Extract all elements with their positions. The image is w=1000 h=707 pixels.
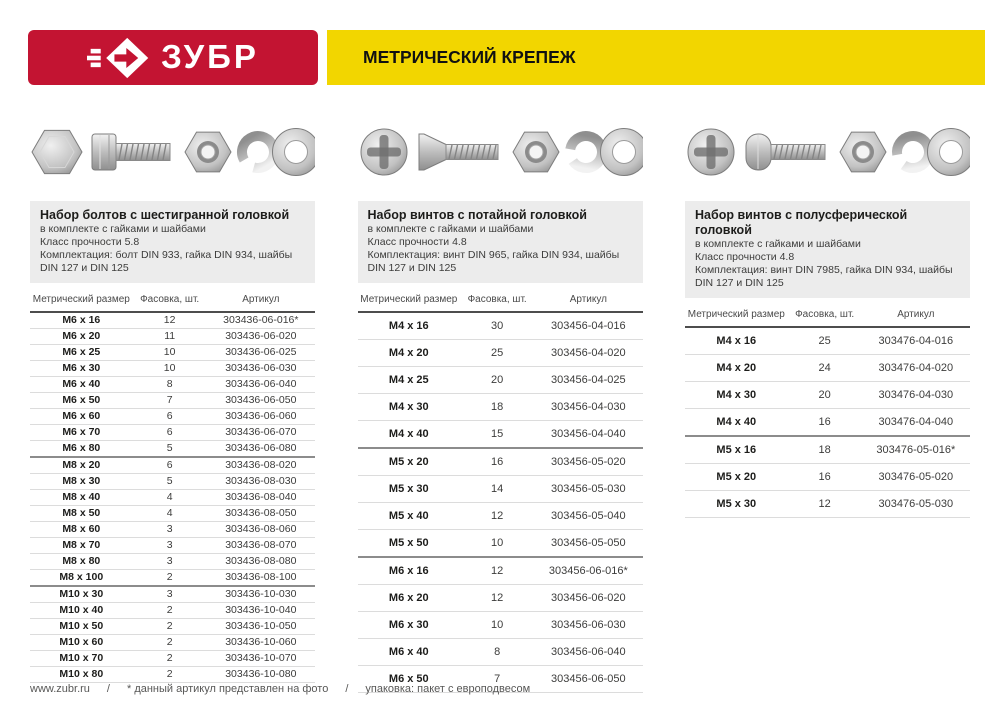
section-countersunk-screws <box>358 85 643 693</box>
table-row: M4 x 16 30 303456-04-016 <box>358 312 643 340</box>
table-row: M5 x 16 18 303476-05-016* <box>685 436 970 464</box>
table-row: M6 x 70 6 303436-06-070 <box>30 425 315 441</box>
table-row: M5 x 20 16 303476-05-020 <box>685 464 970 491</box>
table-row: M10 x 60 2 303436-10-060 <box>30 635 315 651</box>
footer-separator: / <box>106 683 110 695</box>
table-row: M8 x 30 5 303436-08-030 <box>30 474 315 490</box>
table-row: M6 x 30 10 303436-06-030 <box>30 361 315 377</box>
table-header-row <box>358 287 643 312</box>
section-hex-bolts <box>30 85 315 693</box>
hex-bolts-table <box>30 287 315 683</box>
table-row: M4 x 25 20 303456-04-025 <box>358 367 643 394</box>
col-qty: Фасовка, шт. <box>788 302 862 327</box>
section-header <box>30 201 315 283</box>
table-row: M4 x 30 18 303456-04-030 <box>358 394 643 421</box>
col-sku: Артикул <box>862 302 970 327</box>
table-row: M10 x 70 2 303436-10-070 <box>30 651 315 667</box>
site-url[interactable]: www.zubr.ru <box>30 683 90 695</box>
table-row: M6 x 40 8 303456-06-040 <box>358 639 643 666</box>
table-row: M6 x 50 7 303456-06-050 <box>358 666 643 693</box>
kit-contents: Комплектация: винт DIN 965, гайка DIN 934, шайбы DIN 127 и DIN 125 <box>367 249 620 274</box>
table-row: M4 x 16 25 303476-04-016 <box>685 327 970 355</box>
table-row: M6 x 16 12 303456-06-016* <box>358 557 643 585</box>
kit-contents: Комплектация: винт DIN 7985, гайка DIN 934, шайбы DIN 127 и DIN 125 <box>695 264 953 289</box>
table-row: M4 x 40 15 303456-04-040 <box>358 421 643 449</box>
col-sku: Артикул <box>534 287 642 312</box>
page-footer <box>30 683 530 695</box>
table-row: M6 x 80 5 303436-06-080 <box>30 441 315 458</box>
table-row: M6 x 50 7 303436-06-050 <box>30 393 315 409</box>
zubr-arrow-icon <box>87 36 151 80</box>
table-row: M6 x 60 6 303436-06-060 <box>30 409 315 425</box>
table-row: M6 x 40 8 303436-06-040 <box>30 377 315 393</box>
section-header <box>685 201 970 298</box>
table-row: M6 x 16 12 303436-06-016* <box>30 312 315 329</box>
strength-class: Класс прочности 4.8 <box>367 236 467 248</box>
strength-class: Класс прочности 4.8 <box>695 251 795 263</box>
section-subtitle: в комплекте с гайками и шайбами <box>40 223 206 235</box>
table-row: M6 x 20 12 303456-06-020 <box>358 585 643 612</box>
table-row: M6 x 25 10 303436-06-025 <box>30 345 315 361</box>
table-row: M8 x 40 4 303436-08-040 <box>30 490 315 506</box>
table-row: M8 x 80 3 303436-08-080 <box>30 554 315 570</box>
pan-head-screws-table <box>685 302 970 518</box>
table-header-row <box>30 287 315 312</box>
table-row: M4 x 20 24 303476-04-020 <box>685 355 970 382</box>
section-pan-head-screws <box>685 85 970 693</box>
table-row: M6 x 20 11 303436-06-020 <box>30 329 315 345</box>
table-row: M5 x 50 10 303456-05-050 <box>358 530 643 558</box>
table-row: M10 x 80 2 303436-10-080 <box>30 667 315 683</box>
table-row: M5 x 30 14 303456-05-030 <box>358 476 643 503</box>
table-row: M4 x 20 25 303456-04-020 <box>358 340 643 367</box>
table-row: M4 x 30 20 303476-04-030 <box>685 382 970 409</box>
catalog-columns <box>30 85 970 693</box>
table-row: M10 x 40 2 303436-10-040 <box>30 603 315 619</box>
col-sku: Артикул <box>207 287 315 312</box>
col-qty: Фасовка, шт. <box>133 287 207 312</box>
table-row: M6 x 30 10 303456-06-030 <box>358 612 643 639</box>
table-row: M5 x 40 12 303456-05-040 <box>358 503 643 530</box>
section-title: Набор болтов с шестигранной головкой <box>40 208 290 222</box>
kit-contents: Комплектация: болт DIN 933, гайка DIN 934, шайбы DIN 127 и DIN 125 <box>40 249 293 274</box>
table-row: M8 x 100 2 303436-08-100 <box>30 570 315 587</box>
pan-head-screw-kit-photo <box>685 109 970 195</box>
table-row: M5 x 20 16 303456-05-020 <box>358 448 643 476</box>
page-title-bar <box>327 30 985 85</box>
table-row: M8 x 50 4 303436-08-050 <box>30 506 315 522</box>
col-size: Метрический размер <box>30 287 133 312</box>
strength-class: Класс прочности 5.8 <box>40 236 140 248</box>
table-row: M10 x 50 2 303436-10-050 <box>30 619 315 635</box>
table-row: M4 x 40 16 303476-04-040 <box>685 409 970 437</box>
footer-separator: / <box>345 683 349 695</box>
zubr-logo <box>28 30 318 85</box>
table-row: M8 x 70 3 303436-08-070 <box>30 538 315 554</box>
col-size: Метрический размер <box>685 302 788 327</box>
countersunk-screws-table <box>358 287 643 693</box>
section-title: Набор винтов с полусферической головкой <box>695 208 908 237</box>
footnote-article: * данный артикул представлен на фото <box>126 683 329 695</box>
page-title: МЕТРИЧЕСКИЙ КРЕПЕЖ <box>363 47 576 67</box>
table-row: M5 x 30 12 303476-05-030 <box>685 491 970 518</box>
section-header <box>358 201 643 283</box>
table-header-row <box>685 302 970 327</box>
table-row: M8 x 60 3 303436-08-060 <box>30 522 315 538</box>
hex-head-bolt-kit-photo <box>30 109 315 195</box>
section-title: Набор винтов с потайной головкой <box>367 208 587 222</box>
col-size: Метрический размер <box>358 287 461 312</box>
col-qty: Фасовка, шт. <box>460 287 534 312</box>
table-row: M10 x 30 3 303436-10-030 <box>30 586 315 603</box>
table-row: M8 x 20 6 303436-08-020 <box>30 457 315 474</box>
page-header <box>28 30 985 85</box>
brand-name: ЗУБР <box>161 37 259 75</box>
section-subtitle: в комплекте с гайками и шайбами <box>367 223 534 235</box>
section-subtitle: в комплекте с гайками и шайбами <box>695 238 861 250</box>
countersunk-screw-kit-photo <box>358 109 643 195</box>
packaging-note: упаковка: пакет с европодвесом <box>365 683 531 695</box>
